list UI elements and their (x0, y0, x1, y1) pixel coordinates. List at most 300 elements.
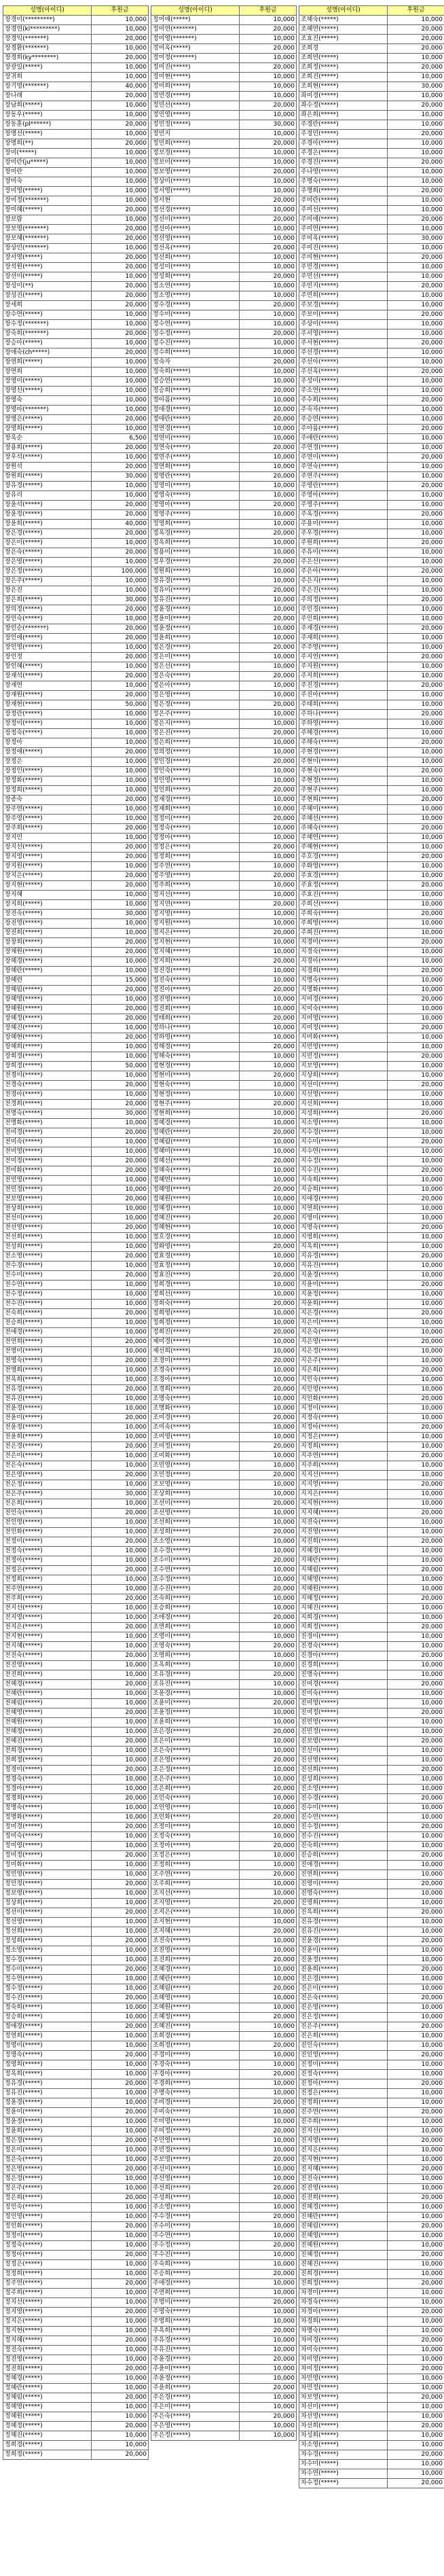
table-row (151, 1804, 297, 1813)
donor-name: 정주연(*****) (3, 2279, 92, 2289)
donation-amount: 10,000 (240, 1281, 297, 1290)
donor-name: 주미진(*****) (299, 244, 388, 253)
donor-name: 정미진(*****) (151, 63, 240, 73)
table-row (299, 805, 444, 815)
donor-name: 주아름(*****) (299, 425, 388, 434)
donation-amount: 10,000 (240, 1395, 297, 1404)
donation-amount: 10,000 (92, 1756, 149, 1766)
donor-name: 장재원(*****) (3, 691, 92, 700)
donor-name: 전승희(*****) (3, 1319, 92, 1328)
donation-amount: 20,000 (388, 310, 444, 320)
donation-amount: 10,000 (92, 2041, 149, 2051)
donation-amount: 20,000 (388, 910, 444, 919)
donor-name: 정승희(*****) (151, 387, 240, 396)
donation-amount: 10,000 (240, 567, 297, 577)
donation-amount: 20,000 (388, 539, 444, 548)
donor-name: 정미애(*****) (151, 16, 240, 25)
donor-name: 장경미(*********) (3, 16, 92, 25)
table-row (3, 1090, 149, 1100)
donor-name: 정혜영(*****) (3, 2403, 92, 2412)
table-row (151, 1338, 297, 1347)
table-row (3, 1785, 149, 1794)
donor-name: 주숙희(*****) (151, 2260, 240, 2270)
table-row (299, 1033, 444, 1043)
donor-name: 정민희(*****) (151, 139, 240, 149)
donation-amount: 20,000 (92, 2393, 149, 2403)
donation-amount: 20,000 (388, 2422, 444, 2431)
donor-name: 차경희(*****) (299, 2317, 388, 2327)
donor-name: 지지혜(*****) (299, 1509, 388, 1518)
donation-amount: 10,000 (240, 2279, 297, 2289)
donor-name: 좌수정(*****) (299, 101, 388, 111)
table-row (151, 795, 297, 805)
donor-name: 정미경(*****) (3, 1823, 92, 1832)
table-row (299, 1509, 444, 1518)
table-row (299, 472, 444, 482)
donor-name: 조정미(*****) (151, 1823, 240, 1832)
donation-amount: 10,000 (240, 948, 297, 957)
donation-amount: 10,000 (388, 329, 444, 339)
table-row (3, 320, 149, 329)
table-row (3, 624, 149, 634)
donation-amount: 10,000 (388, 2232, 444, 2241)
donation-amount: 10,000 (240, 2203, 297, 2213)
donor-name: 주윤미(*****) (151, 2365, 240, 2374)
donation-amount: 20,000 (240, 1756, 297, 1766)
donor-name: 전희경(*****) (3, 1747, 92, 1756)
donor-name: 정지은(*****) (151, 929, 240, 938)
donor-name: 주선아(*****) (299, 358, 388, 368)
table-row (299, 2393, 444, 2403)
donor-name: 장수연(*****) (3, 310, 92, 320)
table-row (3, 130, 149, 139)
table-row (3, 2213, 149, 2222)
donor-name: 지경아(*****) (299, 957, 388, 967)
donation-amount: 10,000 (388, 73, 444, 82)
table-row (3, 1433, 149, 1442)
donor-name: 전미경(*****) (3, 1128, 92, 1138)
donation-amount: 20,000 (92, 120, 149, 130)
table-row (3, 2013, 149, 2022)
donation-amount: 10,000 (92, 1632, 149, 1642)
donor-name: 진미정(*****) (299, 1709, 388, 1718)
donor-name: 정희정(*****) (151, 1319, 240, 1328)
table-row (151, 1271, 297, 1281)
table-row (151, 377, 297, 387)
donor-name: 주서영(*****) (299, 329, 388, 339)
table-row (3, 25, 149, 35)
donation-amount: 20,000 (240, 444, 297, 453)
table-row (3, 1794, 149, 1804)
table-row (3, 1195, 149, 1204)
donor-name: 장윤석(*****) (3, 501, 92, 510)
donation-amount: 10,000 (388, 348, 444, 358)
table-row (299, 329, 444, 339)
donation-amount: 20,000 (388, 1281, 444, 1290)
donor-name: 주연주(*****) (299, 472, 388, 482)
table-row (299, 2060, 444, 2070)
donor-name: 지선영(*****) (299, 1090, 388, 1100)
donation-amount: 10,000 (92, 1480, 149, 1490)
donor-name: 조지혜(*****) (151, 1927, 240, 1937)
donor-name: 조혜원(*****) (151, 2003, 240, 2013)
donor-name: 정선희(*****) (3, 1927, 92, 1937)
table-row (3, 510, 149, 520)
table-row (299, 1252, 444, 1262)
donation-amount: 20,000 (92, 2051, 149, 2060)
donor-name: 조희정(*****) (151, 2041, 240, 2051)
donation-amount: 10,000 (388, 2213, 444, 2222)
donation-amount: 10,000 (92, 776, 149, 786)
donor-name: 정민경(*****) (151, 92, 240, 101)
donor-name: 정연숙(*****) (151, 444, 240, 453)
table-row (151, 2412, 297, 2422)
donor-name: 정선미(*****) (3, 1908, 92, 1918)
donation-amount: 20,000 (240, 2412, 297, 2422)
donation-amount: 10,000 (388, 948, 444, 957)
donation-amount: 10,000 (92, 1804, 149, 1813)
table-row (3, 1528, 149, 1537)
donor-name: 정은미(*****) (151, 653, 240, 662)
table-row (299, 662, 444, 672)
donation-amount: 10,000 (240, 1908, 297, 1918)
table-row (299, 1214, 444, 1223)
donor-name: 장지현(*****) (3, 881, 92, 891)
donor-name: 차경미(*****) (299, 2289, 388, 2298)
donor-name: 장연희 (3, 368, 92, 377)
donor-name: 주영미(*****) (151, 2298, 240, 2308)
donor-name: 정희경(*****) (151, 1281, 240, 1290)
donation-amount: 10,000 (388, 2155, 444, 2165)
table-row (3, 168, 149, 177)
donor-name: 지지선(*****) (299, 1471, 388, 1480)
donation-amount: 10,000 (388, 111, 444, 120)
donor-name: 진보영(*****) (299, 1737, 388, 1747)
donation-amount: 10,000 (92, 1575, 149, 1585)
donation-amount: 10,000 (240, 1661, 297, 1670)
donation-amount: 10,000 (240, 596, 297, 605)
donor-name: 장미영(*****) (3, 187, 92, 196)
table-row (3, 44, 149, 54)
donation-amount: 20,000 (388, 130, 444, 139)
donation-amount: 20,000 (388, 2450, 444, 2460)
donation-amount: 10,000 (240, 1233, 297, 1242)
donation-amount: 20,000 (388, 1309, 444, 1319)
donation-amount: 10,000 (388, 1157, 444, 1166)
donor-name: 정은미(*****) (3, 2146, 92, 2155)
table-row (3, 605, 149, 615)
table-row (299, 1908, 444, 1918)
donor-name: 진은희(*****) (299, 2032, 388, 2041)
table-row (151, 815, 297, 824)
donor-name: 장은정(*****) (3, 567, 92, 577)
donor-name: 지은희(*****) (299, 1366, 388, 1376)
table-row (3, 1147, 149, 1157)
donor-name: 주상미(*****) (299, 320, 388, 329)
donor-name: 장윤정(*****) (3, 510, 92, 520)
table-row (299, 2403, 444, 2412)
donation-amount: 10,000 (388, 1376, 444, 1385)
table-row (151, 453, 297, 463)
donation-amount: 10,000 (388, 1775, 444, 1785)
table-row (299, 1842, 444, 1851)
donor-name: 지수연(*****) (299, 1147, 388, 1157)
table-row (299, 1775, 444, 1785)
donation-amount: 10,000 (240, 2194, 297, 2203)
donation-amount: 10,000 (388, 1804, 444, 1813)
donation-amount: 10,000 (240, 1623, 297, 1632)
donor-name: 진명숙(*****) (299, 1670, 388, 1680)
table-row (151, 1385, 297, 1395)
donation-amount: 10,000 (240, 310, 297, 320)
table-row (151, 900, 297, 910)
donor-name: 장은희(*****) (3, 596, 92, 605)
donor-name: 정은영(*****) (151, 691, 240, 700)
donor-name: 장주연(*****) (3, 805, 92, 815)
table-row (3, 1861, 149, 1870)
table-row (151, 368, 297, 377)
donor-name: 지혜란(*****) (299, 1556, 388, 1566)
table-row (3, 16, 149, 25)
table-row (299, 1937, 444, 1946)
donation-amount: 10,000 (388, 548, 444, 558)
table-row (299, 1024, 444, 1033)
table-row (299, 2127, 444, 2136)
table-row (151, 482, 297, 491)
donation-amount: 10,000 (92, 558, 149, 567)
donor-name: 주유미(*****) (299, 548, 388, 558)
donor-name: 차수경(*****) (299, 2450, 388, 2460)
table-row (299, 1537, 444, 1547)
donation-amount: 20,000 (92, 624, 149, 634)
table-row (3, 2260, 149, 2270)
donation-amount: 10,000 (92, 387, 149, 396)
donor-name: 전미숙(*****) (3, 1138, 92, 1147)
table-row (299, 795, 444, 805)
donation-amount: 20,000 (388, 2393, 444, 2403)
donor-name: 정영희(*****) (3, 2060, 92, 2070)
donor-name: 주은영(*****) (151, 2422, 240, 2431)
donation-amount: 20,000 (240, 2127, 297, 2136)
donation-amount: 10,000 (388, 815, 444, 824)
donation-amount: 20,000 (92, 501, 149, 510)
donor-name: 장인혜(*****) (3, 662, 92, 672)
table-row (151, 1680, 297, 1689)
table-row (299, 786, 444, 795)
donation-amount: 10,000 (388, 2184, 444, 2194)
donor-name: 정은아(*****) (151, 681, 240, 691)
donation-amount: 10,000 (92, 101, 149, 111)
donor-name: 장광일(*****) (3, 63, 92, 73)
donation-amount: 10,000 (240, 2032, 297, 2041)
table-row (151, 2355, 297, 2365)
donor-name: 조민영(*****) (151, 1461, 240, 1471)
donor-name: 지유진(*****) (299, 1262, 388, 1271)
donation-amount: 20,000 (240, 643, 297, 653)
donation-amount: 20,000 (92, 1338, 149, 1347)
table-row (151, 1509, 297, 1518)
donation-amount: 20,000 (240, 1385, 297, 1395)
donor-name: 전은미(*****) (3, 1452, 92, 1461)
donation-amount: 20,000 (240, 1842, 297, 1851)
table-row (299, 1604, 444, 1613)
donation-amount: 20,000 (388, 596, 444, 605)
donation-amount: 10,000 (92, 2098, 149, 2108)
donation-amount: 20,000 (92, 1128, 149, 1138)
donor-name: 정화영(*****) (151, 1242, 240, 1252)
table-row (3, 1747, 149, 1756)
table-row (299, 1319, 444, 1328)
donor-name: 정태희(*****) (151, 1014, 240, 1024)
table-row (151, 463, 297, 472)
donor-name: 전수미(*****) (3, 1271, 92, 1281)
donation-amount: 10,000 (388, 1385, 444, 1395)
table-row (3, 577, 149, 586)
donation-amount: 10,000 (240, 634, 297, 643)
table-row (151, 1347, 297, 1357)
table-row (299, 1309, 444, 1319)
name-column-header: 성명(아이디) (3, 6, 92, 16)
donor-table (299, 5, 444, 2488)
donor-name: 지윤경(*****) (299, 1271, 388, 1281)
donor-name: 정진영(*****) (3, 2355, 92, 2365)
table-row (151, 310, 297, 320)
donation-amount: 10,000 (388, 1518, 444, 1528)
donor-name: 조경숙(*****) (151, 1366, 240, 1376)
donation-amount: 20,000 (240, 1071, 297, 1081)
donation-amount: 10,000 (388, 1119, 444, 1128)
donor-name: 정윤정(*****) (3, 2117, 92, 2127)
table-row (151, 710, 297, 719)
donation-amount: 20,000 (240, 1442, 297, 1452)
donor-name: 장경연(kl*********) (3, 25, 92, 35)
donor-name: 정지원(*****) (151, 919, 240, 929)
table-row (299, 1851, 444, 1861)
donor-name: 정인영(*****) (3, 2213, 92, 2222)
donor-name: 주경민(*****) (299, 130, 388, 139)
table-row (299, 672, 444, 681)
table-row (299, 2203, 444, 2213)
donation-amount: 20,000 (92, 1309, 149, 1319)
donor-name: 정지선(*****) (151, 891, 240, 900)
table-row (151, 1699, 297, 1709)
donation-amount: 20,000 (240, 272, 297, 282)
donor-name: 전옥희(*****) (3, 1376, 92, 1385)
donor-name: 장성진(*****) (3, 291, 92, 301)
donor-name: 진미숙(*****) (299, 1689, 388, 1699)
table-row (3, 310, 149, 320)
donor-name: 지수진(*****) (299, 1166, 388, 1176)
table-row (3, 2365, 149, 2374)
table-row (3, 329, 149, 339)
table-row (299, 986, 444, 995)
table-row (3, 1166, 149, 1176)
donation-amount: 10,000 (92, 643, 149, 653)
table-row (3, 2317, 149, 2327)
table-row (151, 1328, 297, 1338)
table-row (3, 2450, 149, 2460)
donation-amount: 20,000 (240, 2041, 297, 2051)
table-row (151, 282, 297, 291)
donation-amount: 10,000 (240, 1204, 297, 1214)
donor-name: 전윤희(*****) (3, 1433, 92, 1442)
donation-amount: 20,000 (240, 615, 297, 624)
donor-name: 조진희(*****) (151, 1956, 240, 1965)
header-row (151, 6, 297, 16)
donation-amount: 10,000 (388, 406, 444, 415)
donation-amount: 10,000 (388, 434, 444, 444)
donor-name: 주영아(*****) (299, 491, 388, 501)
donation-amount: 10,000 (240, 1338, 297, 1347)
table-row (3, 1842, 149, 1851)
donation-amount: 10,000 (92, 358, 149, 368)
donor-name: 장세희 (3, 301, 92, 310)
table-row (3, 415, 149, 425)
donation-amount: 10,000 (92, 2289, 149, 2298)
table-row (151, 2308, 297, 2317)
donation-amount: 10,000 (240, 282, 297, 291)
donor-name: 정은영(*****) (3, 2165, 92, 2175)
table-row (3, 101, 149, 111)
table-row (299, 1100, 444, 1109)
table-row (151, 1965, 297, 1975)
table-row (3, 149, 149, 158)
donation-amount: 20,000 (388, 1766, 444, 1775)
donation-amount: 20,000 (92, 2079, 149, 2089)
table-row (3, 1309, 149, 1319)
donation-amount: 10,000 (388, 1899, 444, 1908)
table-row (151, 101, 297, 111)
table-row (151, 957, 297, 967)
table-row (151, 491, 297, 501)
donation-amount: 10,000 (92, 1147, 149, 1157)
donation-amount: 10,000 (92, 158, 149, 168)
donor-name: 주인희(*****) (299, 615, 388, 624)
donation-amount: 10,000 (240, 177, 297, 187)
donor-name: 차미경(*****) (299, 2336, 388, 2346)
donation-amount: 20,000 (92, 1680, 149, 1689)
donor-name: 진은숙(*****) (299, 1994, 388, 2003)
donor-name: 주현주(*****) (299, 786, 388, 795)
donation-amount: 10,000 (240, 2308, 297, 2317)
table-row (151, 938, 297, 948)
donor-name: 진소영(*****) (299, 1785, 388, 1794)
donor-name: 정윤희(*****) (151, 634, 240, 643)
table-row (3, 1290, 149, 1300)
table-row (151, 1242, 297, 1252)
donor-name: 주미숙(*****) (151, 2108, 240, 2117)
table-row (3, 1651, 149, 1661)
table-row (299, 2327, 444, 2336)
donation-amount: 10,000 (92, 1604, 149, 1613)
donation-amount: 20,000 (240, 529, 297, 539)
donor-name: 장영선(*****) (3, 387, 92, 396)
donation-amount: 10,000 (388, 1946, 444, 1956)
table-row (151, 786, 297, 795)
donor-name: 주원희(*****) (299, 539, 388, 548)
donation-amount: 20,000 (388, 1709, 444, 1718)
table-row (151, 196, 297, 206)
table-row (151, 120, 297, 130)
table-row (3, 2041, 149, 2051)
table-row (299, 130, 444, 139)
donation-amount: 10,000 (240, 1423, 297, 1433)
donor-name: 지민영(*****) (299, 1043, 388, 1052)
table-row (299, 387, 444, 396)
donor-name: 정영미(*****) (151, 482, 240, 491)
table-row (151, 2003, 297, 2013)
table-row (151, 691, 297, 700)
